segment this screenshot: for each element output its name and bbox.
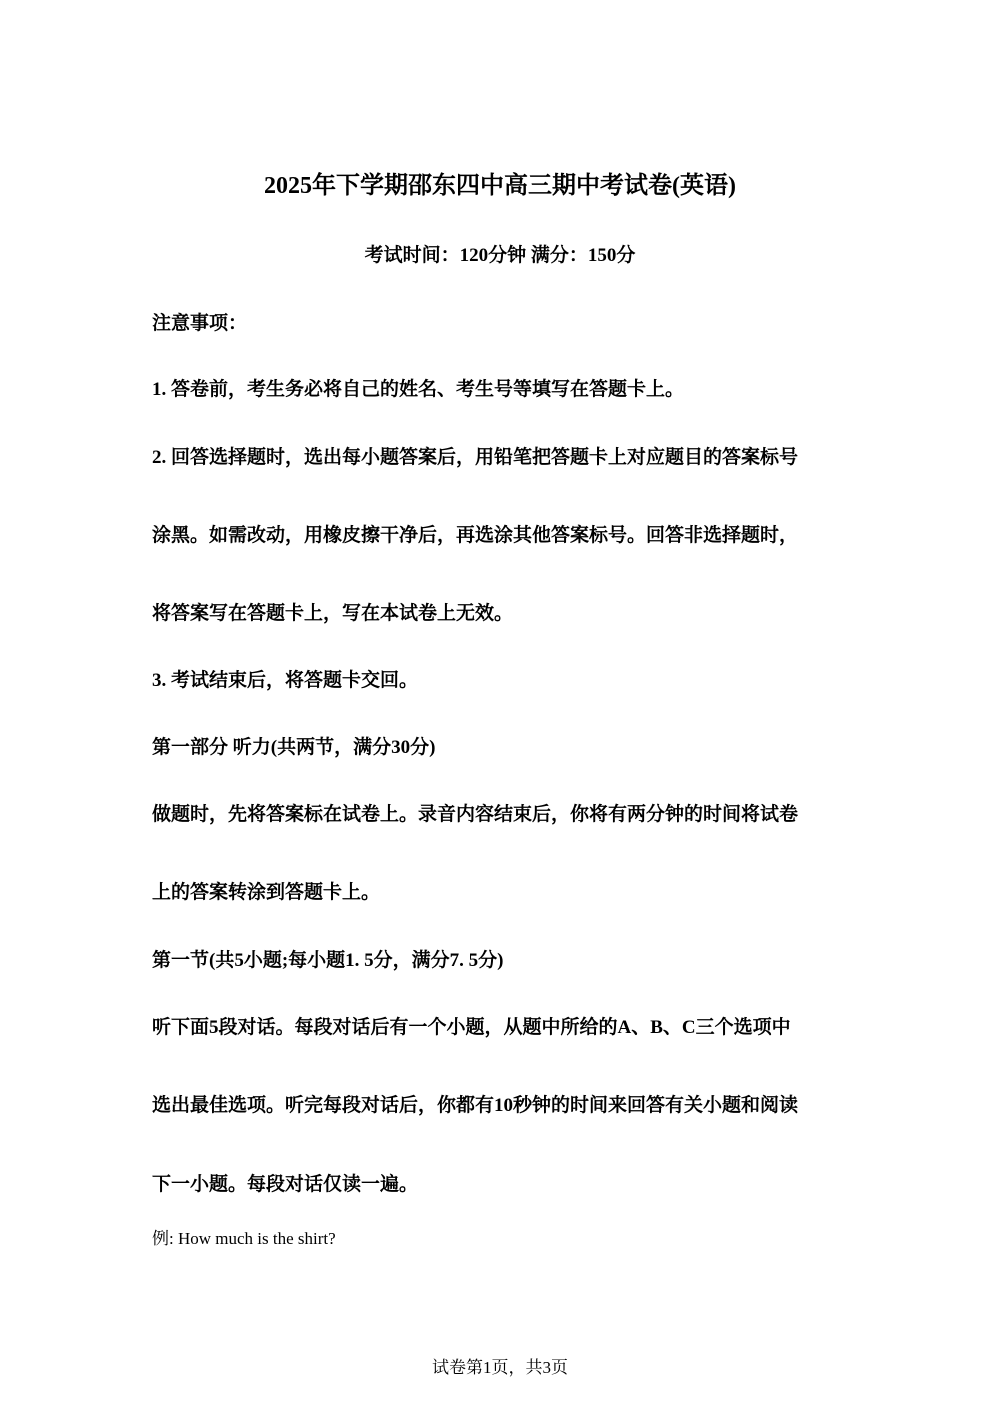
exam-time-and-score: 考试时间：120分钟 满分：150分 (364, 245, 636, 266)
page-footer: 试卷第1页，共3页 (432, 1358, 568, 1377)
part-1-intro-line-1: 做题时，先将答案标在试卷上。录音内容结束后，你将有两分钟的时间将试卷 (152, 804, 799, 825)
notice-item-2-line-2: 涂黑。如需改动，用橡皮擦干净后，再选涂其他答案标号。回答非选择题时， (152, 525, 799, 546)
notice-heading: 注意事项： (152, 313, 248, 334)
notice-item-1: 1. 答卷前，考生务必将自己的姓名、考生号等填写在答题卡上。 (152, 379, 685, 400)
notice-item-2-line-3: 将答案写在答题卡上，写在本试卷上无效。 (152, 603, 514, 624)
exam-title: 2025年下学期邵东四中高三期中考试卷(英语) (264, 173, 736, 199)
section-1-intro-line-3: 下一小题。每段对话仅读一遍。 (152, 1174, 419, 1195)
notice-item-3: 3. 考试结束后，将答题卡交回。 (152, 670, 419, 691)
section-1-intro-line-2: 选出最佳选项。听完每段对话后，你都有10秒钟的时间来回答有关小题和阅读 (152, 1095, 799, 1116)
example-question: 例: How much is the shirt? (152, 1229, 336, 1248)
section-1-heading: 第一节(共5小题;每小题1. 5分，满分7. 5分) (152, 950, 504, 971)
part-1-intro-line-2: 上的答案转涂到答题卡上。 (152, 882, 381, 903)
part-1-heading: 第一部分 听力(共两节，满分30分) (152, 737, 436, 758)
section-1-intro-line-1: 听下面5段对话。每段对话后有一个小题，从题中所给的A、B、C三个选项中 (152, 1017, 791, 1038)
notice-item-2-line-1: 2. 回答选择题时，选出每小题答案后，用铅笔把答题卡上对应题目的答案标号 (152, 447, 799, 468)
